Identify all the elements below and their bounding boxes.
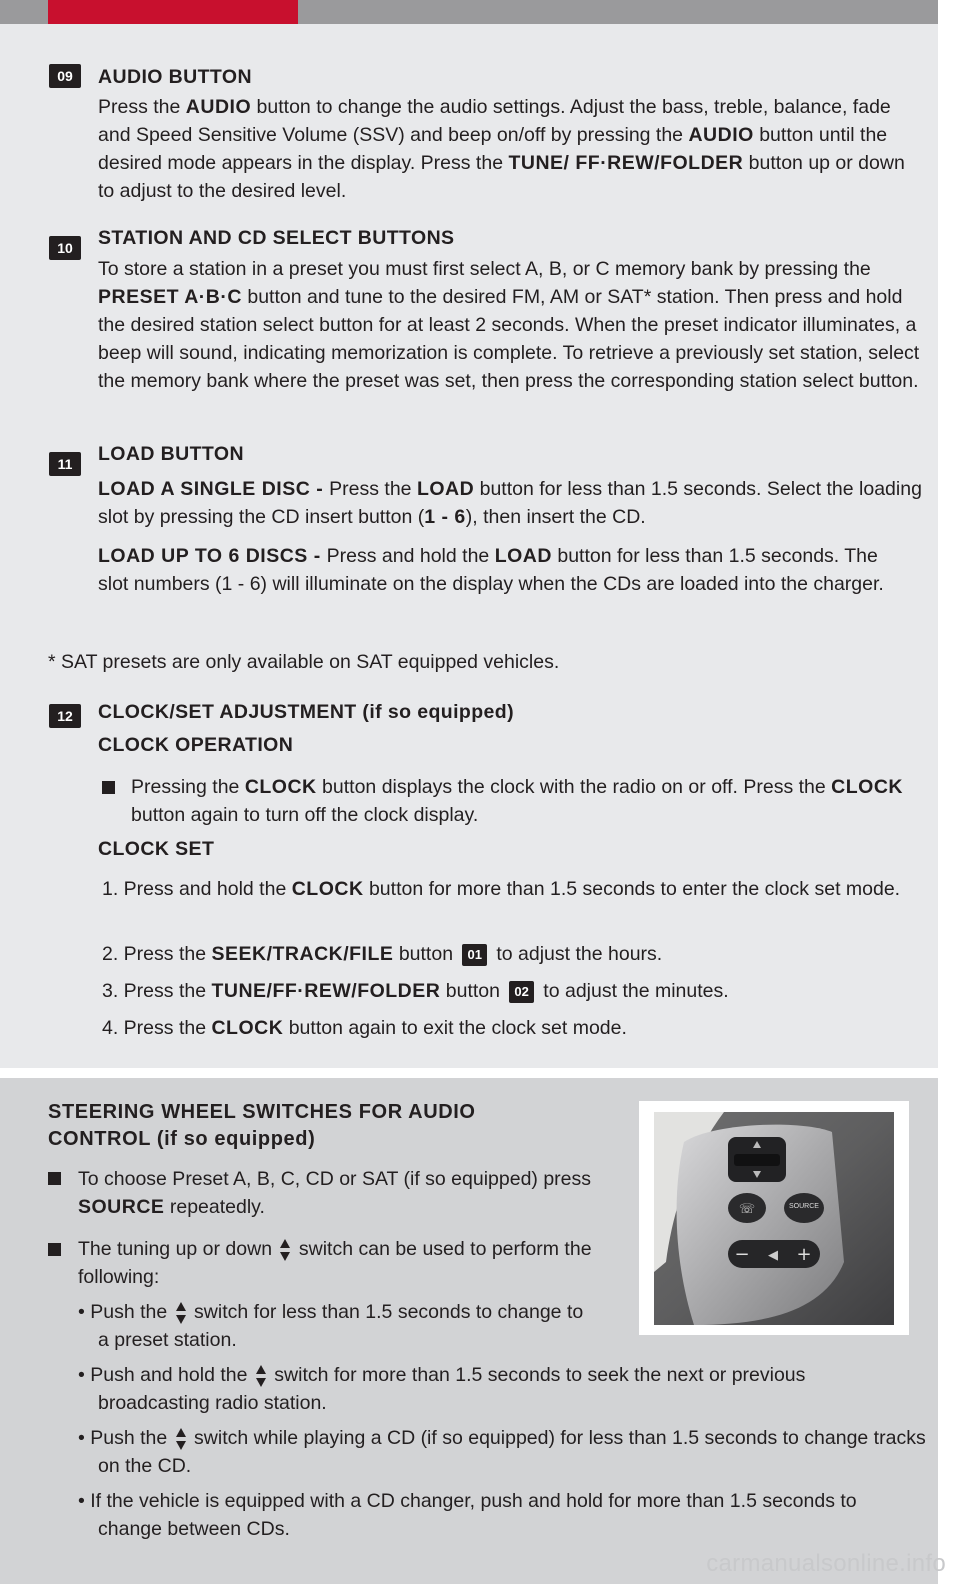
photo-minus-icon: − <box>734 1244 750 1265</box>
top-accent-bar <box>48 0 298 24</box>
up-down-arrows-icon <box>175 1427 187 1451</box>
section-badge-10: 10 <box>49 236 81 260</box>
subheading-clock-set: CLOCK SET <box>98 838 215 860</box>
steering-title-line-1: STEERING WHEEL SWITCHES FOR AUDIO <box>48 1101 476 1123</box>
clock-set-step-3: 3. Press the TUNE/FF·REW/FOLDER button 02 to adjust the minutes. <box>102 980 729 1002</box>
square-bullet <box>48 1172 61 1185</box>
clock-set-step-1: 1. Press and hold the CLOCK button for more than 1.5 seconds to enter the clock set mode. <box>102 878 901 900</box>
load-six-discs-description: LOAD UP TO 6 DISCS - Press and hold the LOAD button for less than 1.5 seconds. The slot numbers (1 - 6) will illuminate on the display when the CDs are loaded into the charger. <box>98 545 884 595</box>
clock-operation-description: Pressing the CLOCK button displays the clock with the radio on or off. Press the CLOCK button again to turn off the clock display. <box>131 776 903 826</box>
clock-set-step-2: 2. Press the SEEK/TRACK/FILE button 01 to adjust the hours. <box>102 943 663 965</box>
up-down-arrows-icon <box>279 1238 291 1262</box>
top-color-bar <box>0 0 938 24</box>
section-title-station-cd-select: STATION AND CD SELECT BUTTONS <box>98 227 455 249</box>
photo-phone-icon: ☏ <box>738 1202 756 1217</box>
square-bullet <box>48 1243 61 1256</box>
section-title-audio-button: AUDIO BUTTON <box>98 66 252 88</box>
watermark: carmanualsonline.info <box>706 1550 946 1577</box>
load-single-disc-description: LOAD A SINGLE DISC - Press the LOAD button for less than 1.5 seconds. Select the loading slot by pressing the CD insert button (1 - 6), then insert the CD. <box>98 478 922 528</box>
up-down-arrows-icon <box>255 1364 267 1388</box>
audio-button-description: Press the AUDIO button to change the audio settings. Adjust the bass, treble, balance, fade and Speed Sensitive Volume (SSV) and beep on/off by pressing the AUDIO button until the desired mode appears in the display. Press the TUNE/ FF·REW/FOLDER button up or down to adjust to the desired level. <box>98 96 905 202</box>
tuning-detail-cd-changer: • If the vehicle is equipped with a CD changer, push and hold for more than 1.5 seconds to change between CDs. <box>78 1490 857 1540</box>
subheading-clock-operation: CLOCK OPERATION <box>98 734 294 756</box>
sat-footnote: * SAT presets are only available on SAT equipped vehicles. <box>48 651 560 673</box>
photo-tuning-switch-center <box>734 1154 780 1166</box>
inline-badge-01: 01 <box>462 944 486 966</box>
steering-title-line-2: CONTROL (if so equipped) <box>48 1128 316 1150</box>
tuning-switch-description: The tuning up or down switch can be used to perform the following: <box>78 1238 592 1288</box>
inline-badge-02: 02 <box>509 981 533 1003</box>
clock-set-step-4: 4. Press the CLOCK button again to exit the clock set mode. <box>102 1017 627 1039</box>
tuning-detail-seek: • Push and hold the switch for more than 1.5 seconds to seek the next or previous broadcasting radio station. <box>78 1364 806 1414</box>
square-bullet <box>102 781 115 794</box>
steering-wheel-switch-photo <box>654 1112 894 1325</box>
tuning-detail-preset: • Push the switch for less than 1.5 seconds to change to a preset station. <box>78 1301 584 1351</box>
up-down-arrows-icon <box>175 1301 187 1325</box>
source-button-description: To choose Preset A, B, C, CD or SAT (if so equipped) press SOURCE repeatedly. <box>78 1168 592 1218</box>
section-badge-12: 12 <box>49 704 81 728</box>
station-select-description: To store a station in a preset you must first select A, B, or C memory bank by pressing the PRESET A·B·C button and tune to the desired FM, AM or SAT* station. Then press and hold the desired station select button for at least 2 seconds. When the preset indicator illuminates, a beep will sound, indicating memorization is complete. To retrieve a previously set station, select the memory bank where the preset was set, then press the corresponding station select button. <box>98 258 920 392</box>
section-title-load-button: LOAD BUTTON <box>98 443 244 465</box>
photo-source-label: SOURCE <box>789 1203 819 1210</box>
photo-speaker-icon: ◀ <box>768 1248 778 1263</box>
section-badge-09: 09 <box>49 64 81 88</box>
tuning-detail-cd-tracks: • Push the switch while playing a CD (if so equipped) for less than 1.5 seconds to change tracks on the CD. <box>78 1427 926 1477</box>
section-title-clock-set-adjustment: CLOCK/SET ADJUSTMENT (if so equipped) <box>98 701 514 723</box>
photo-plus-icon: + <box>796 1244 812 1265</box>
section-badge-11: 11 <box>49 452 81 476</box>
